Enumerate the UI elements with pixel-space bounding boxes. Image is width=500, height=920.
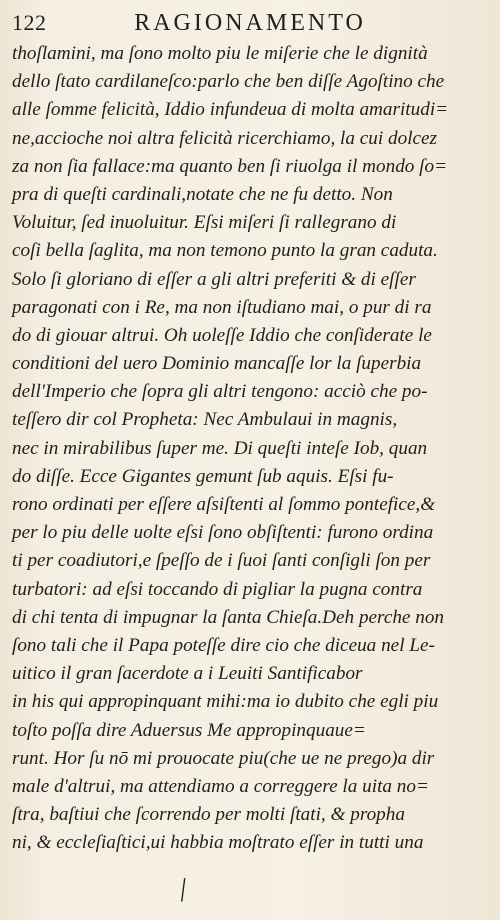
text-line: teſſero dir col Propheta: Nec Ambulaui in magnis, [12,409,398,431]
text-line: Solo ſi gloriano di eſſer a gli altri preferiti & di eſſer [12,268,416,290]
text-line: dello ſtato cardilaneſco:parlo che ben diſſe Agoſtino che [12,71,445,93]
text-line: turbatori: ad eſsi toccando di pigliar la pugna contra [12,578,423,600]
text-line: za non ſia fallace:ma quanto ben ſi riuolga il mondo ſo= [12,155,448,177]
text-line: coſi bella ſaglita, ma non temono punto la gran caduta. [12,240,438,262]
running-head: RAGIONAMENTO [134,10,366,36]
text-line: nec in mirabilibus ſuper me. Di queſti inteſe Iob, quan [12,437,428,459]
text-line: conditioni del uero Dominio mancaſſe lor la ſuperbia [12,353,422,375]
text-line: di chi tenta di impugnar la ſanta Chieſa.Deh perche non [12,606,445,628]
text-line: do diſſe. Ecce Gigantes gemunt ſub aquis. Eſsi fu- [12,465,394,487]
text-line: thoſlamini, ma ſono molto piu le miſerie che le dignità [12,43,428,64]
text-line: dell'Imperio che ſopra gli altri tengono: acciò che po- [12,381,428,403]
text-line: runt. Hor ſu nō mi prouocate piu(che ue ne prego)a dir [12,747,435,769]
text-line: rono ordinati per eſſere aſsiſtenti al ſommo pontefice,& [12,494,436,515]
text-line: ne,accioche noi altra felicità ricerchiamo, la cui dolcez [12,127,438,149]
body-text [12,40,488,857]
page-number: 122 [12,10,47,35]
text-line: alle ſomme felicità, Iddio infundeua di molta amaritudi= [12,99,449,121]
text-line: ti per coadiutori,e ſpeſſo de i ſuoi ſanti conſigli ſon per [12,550,431,572]
text-line: ſono tali che il Papa poteſſe dire cio che diceua nel Le- [12,634,435,656]
page-header [12,10,488,40]
signature-mark-icon: ╱ [174,878,192,902]
text-line: ni, & eccleſiaſtici,ui habbia moſtrato eſſer in tutti una [12,832,424,854]
text-line: per lo piu delle uolte eſsi ſono obſiſtenti: furono ordina [12,522,434,544]
text-line: pra di queſti cardinali,notate che ne fu detto. Non [12,183,393,205]
text-line: toſto poſſa dire Aduersus Me appropinquaue= [12,719,366,741]
text-line: Voluitur, ſed inuoluitur. Eſsi miſeri ſi rallegrano di [12,212,397,234]
text-line: in his qui appropinquant mihi:ma io dubito che egli piu [12,691,439,713]
text-line: male d'altrui, ma attendiamo a correggere la uita no= [12,775,429,797]
text-line: do di giouar altrui. Oh uoleſſe Iddio che conſiderate le [12,324,432,346]
text-line: ſtra, baſtiui che ſcorrendo per molti ſtati, & propha [12,804,405,826]
text-line: uitico il gran ſacerdote a i Leuiti Santificabor [12,663,363,685]
text-line: paragonati con i Re, ma non iſtudiano mai, o pur di ra [12,296,432,318]
